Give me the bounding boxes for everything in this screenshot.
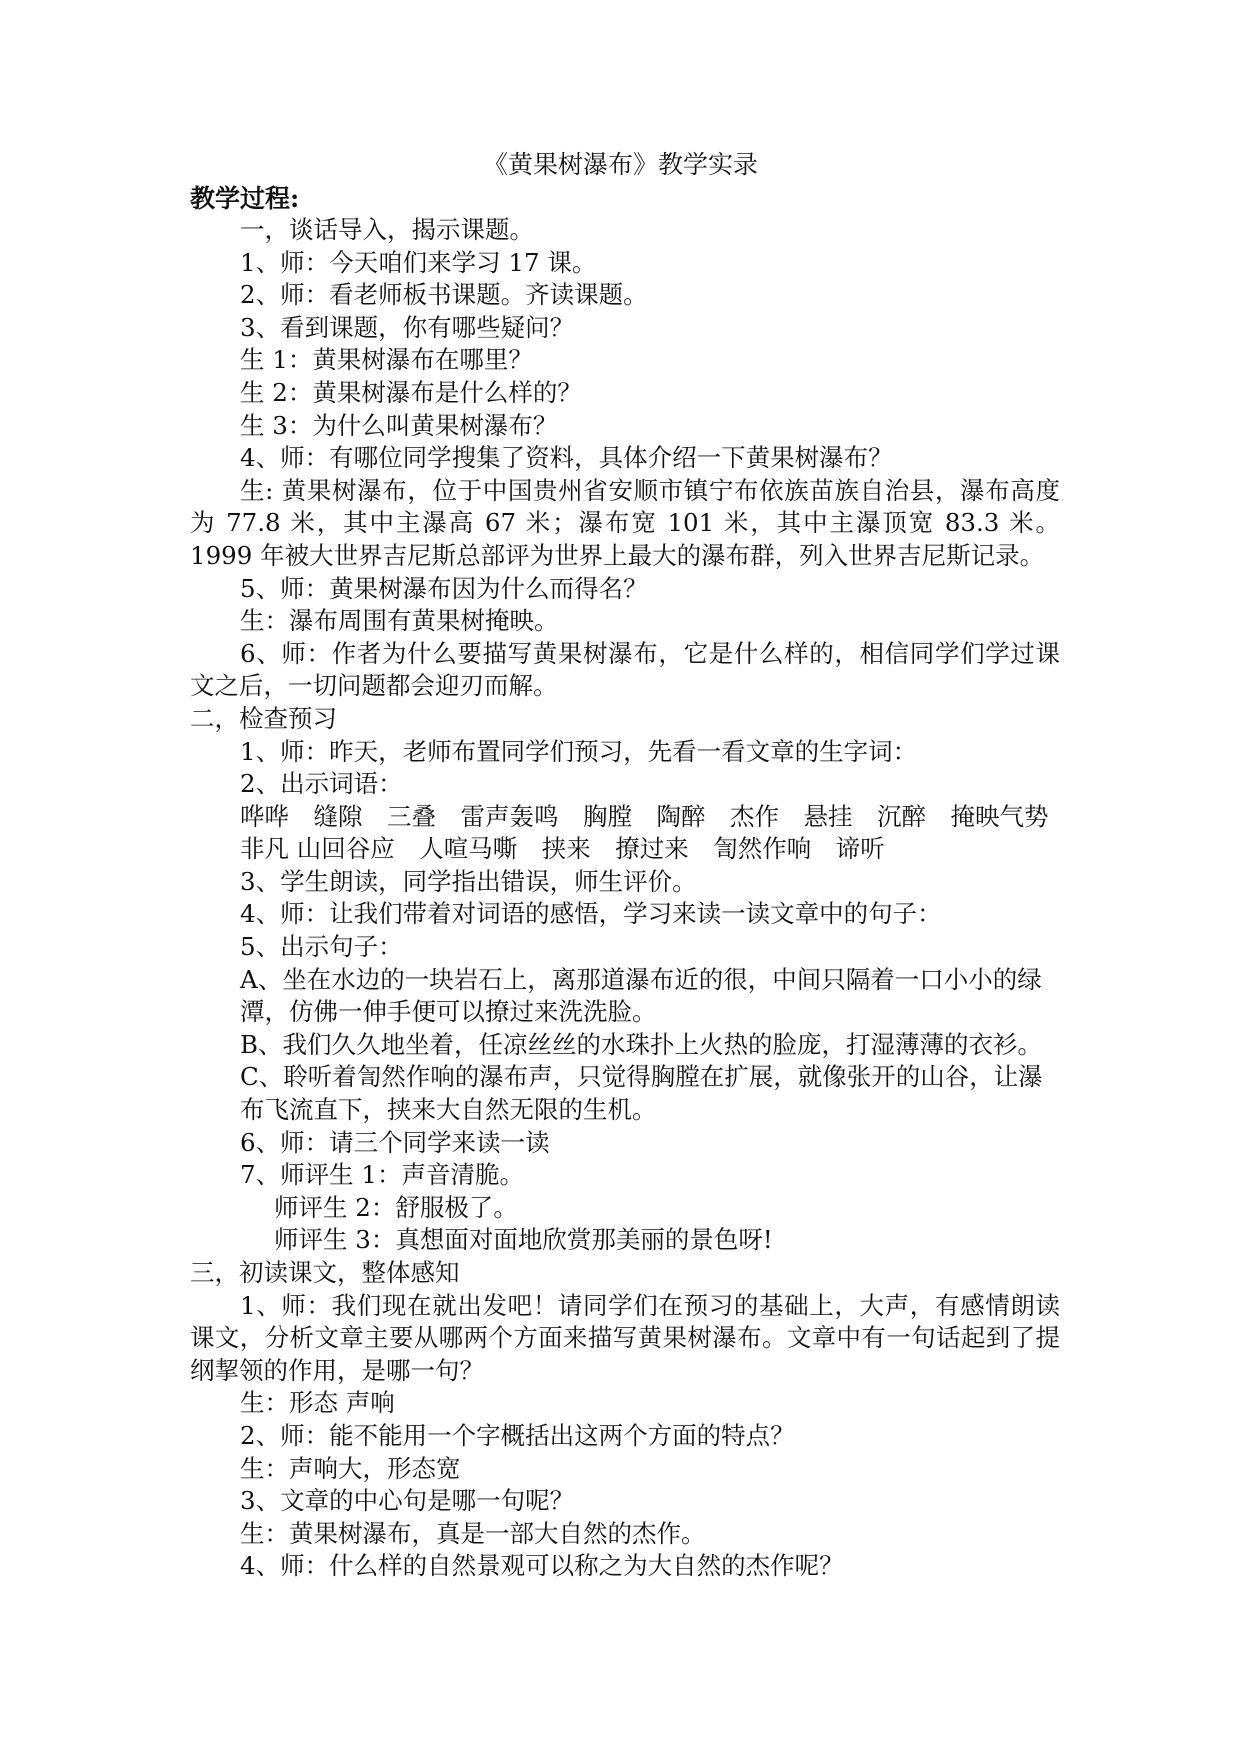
text-line: 3、学生朗读，同学指出错误，师生评价。 <box>240 866 697 896</box>
text-line: 1、师：昨天，老师布置同学们预习，先看一看文章的生字词： <box>240 736 918 766</box>
text-line: C、聆听着訇然作响的瀑布声，只觉得胸膛在扩展，就像张开的山谷，让瀑布飞流直下，挟来大自然无限的生机。 <box>240 1062 1043 1125</box>
document-body <box>190 214 1060 1583</box>
text-line: 7、师评生 1：声音清脆。 <box>240 1160 524 1190</box>
text-line: 生: 黄果树瀑布，位于中国贵州省安顺市镇宁布依族苗族自治县，瀑布高度为 77.8 米，其中主瀑高 67 米；瀑布宽 101 米，其中主瀑顶宽 83.3 米。1999 年被大世界吉尼斯总部评为世界上最大的瀑布群，列入世界吉尼斯记录。 <box>190 475 1060 570</box>
text-line: 生：声响大，形态宽 <box>240 1453 461 1483</box>
text-line: 生 2：黄果树瀑布是什么样的？ <box>240 377 582 407</box>
text-line: 二，检查预习 <box>190 703 337 733</box>
text-line: 3、看到课题，你有哪些疑问？ <box>240 312 575 342</box>
text-line: 生 1：黄果树瀑布在哪里？ <box>240 345 533 375</box>
text-line: 4、师：什么样的自然景观可以称之为大自然的杰作呢？ <box>240 1551 844 1581</box>
text-line: 5、师：黄果树瀑布因为什么而得名？ <box>240 573 648 603</box>
text-line: A、坐在水边的一块岩石上，离那道瀑布近的很，中间只隔着一口小小的绿潭，仿佛一伸手便可以撩过来洗洗脸。 <box>240 964 1042 1027</box>
text-line: 三，初读课文，整体感知 <box>190 1258 460 1287</box>
document-title: 《黄果树瀑布》教学实录 <box>482 150 758 179</box>
text-line: 3、文章的中心句是哪一句呢？ <box>240 1486 575 1516</box>
text-line: 6、师：作者为什么要描写黄果树瀑布，它是什么样的，相信同学们学过课文之后，一切问题都会迎刃而解。 <box>190 638 1060 701</box>
text-line: 1、师：我们现在就出发吧！请同学们在预习的基础上，大声，有感情朗读课文，分析文章主要从哪两个方面来描写黄果树瀑布。文章中有一句话起到了提纲挈领的作用，是哪一句？ <box>190 1290 1060 1385</box>
text-line: 一，谈话导入，揭示课题。 <box>240 215 534 244</box>
text-line: B、我们久久地坐着，任凉丝丝的水珠扑上火热的脸庞，打湿薄薄的衣衫。 <box>240 1029 1043 1059</box>
text-line: 生：形态 声响 <box>240 1388 395 1418</box>
text-line: 6、师：请三个同学来读一读 <box>240 1127 550 1157</box>
text-line: 师评生 3：真想面对面地欣赏那美丽的景色呀! <box>274 1225 773 1255</box>
text-line: 4、师：让我们带着对词语的感悟，学习来读一读文章中的句子： <box>240 899 942 929</box>
text-line: 生：黄果树瀑布，真是一部大自然的杰作。 <box>240 1518 706 1548</box>
text-line: 哗哗 缝隙 三叠 雷声轰鸣 胸膛 陶醉 杰作 悬挂 沉醉 掩映气势非凡 山回谷应 人喧马嘶 挟来 撩过来 訇然作响 谛听 <box>240 801 1049 864</box>
text-line: 师评生 2：舒服极了。 <box>274 1192 518 1222</box>
text-line: 生 3：为什么叫黄果树瀑布？ <box>240 410 558 440</box>
text-line: 2、师：看老师板书课题。齐读课题。 <box>240 280 648 310</box>
text-line: 5、出示句子： <box>240 932 403 962</box>
text-line: 2、出示词语： <box>240 769 403 799</box>
section-heading: 教学过程: <box>190 184 300 213</box>
text-line: 生：瀑布周围有黄果树掩映。 <box>240 606 559 636</box>
text-line: 2、师：能不能用一个字概括出这两个方面的特点？ <box>240 1420 795 1450</box>
text-line: 4、师：有哪位同学搜集了资料，具体介绍一下黄果树瀑布？ <box>240 443 893 473</box>
text-line: 1、师：今天咱们来学习 17 课。 <box>240 247 597 277</box>
